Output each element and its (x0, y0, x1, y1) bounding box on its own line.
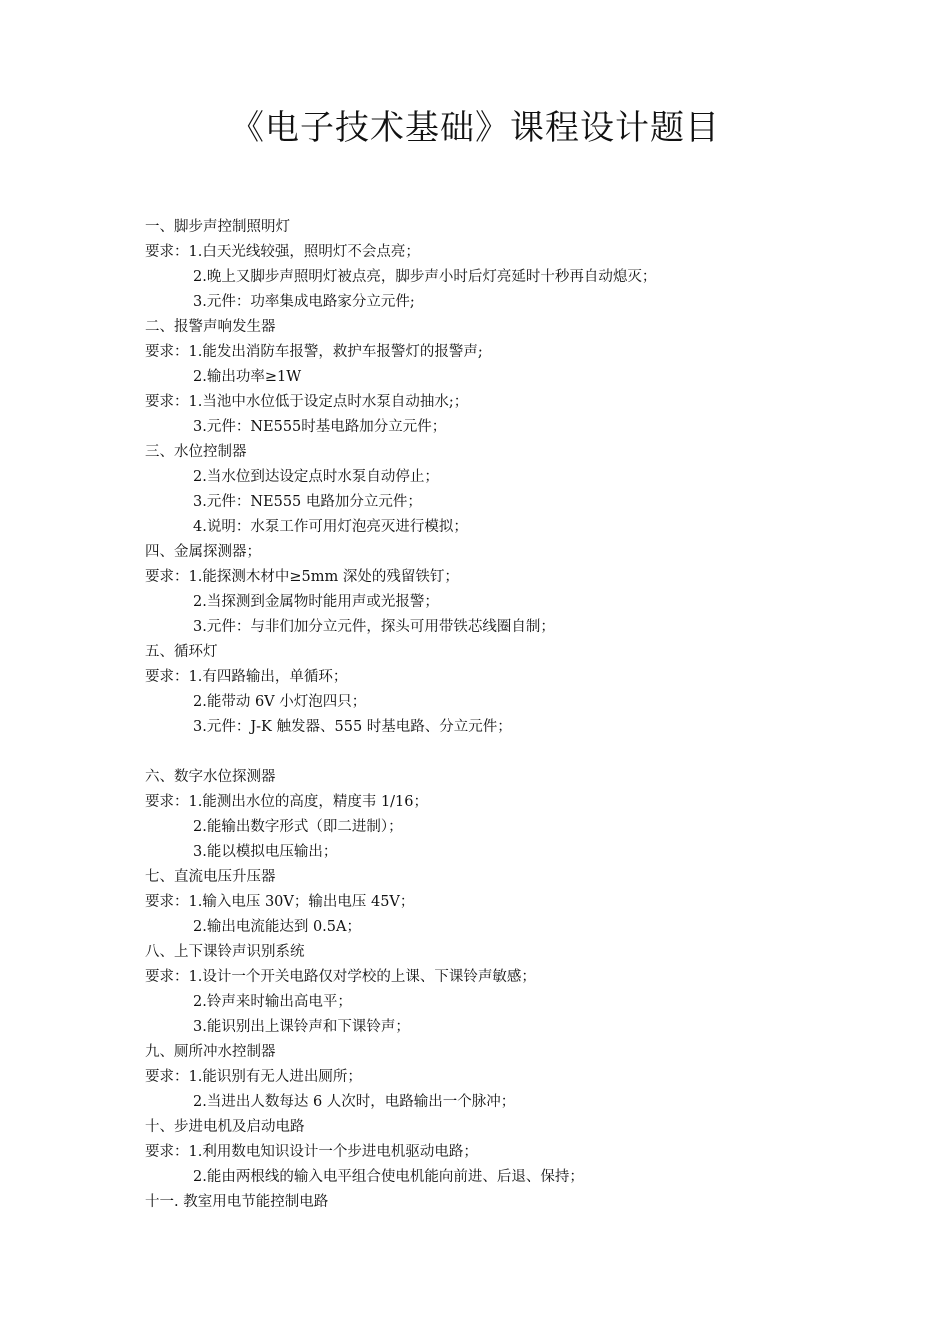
requirement-line: 要求：1.输入电压 30V；输出电压 45V； (145, 894, 415, 910)
requirement-line: 要求：1.设计一个开关电路仅对学校的上课、下课铃声敏感； (145, 969, 536, 985)
section-heading: 九、厕所冲水控制器 (145, 1044, 276, 1060)
section-heading: 八、上下课铃声识别系统 (145, 944, 305, 960)
requirement-line: 要求：1.能测出水位的高度，精度韦 1/16； (145, 794, 429, 810)
requirement-line: 要求：1.当池中水位低于设定点时水泵自动抽水;； (145, 394, 469, 410)
section-heading: 三、水位控制器 (145, 444, 247, 460)
section-heading: 七、直流电压升压器 (145, 869, 276, 885)
requirement-item: 3.能识别出上课铃声和下课铃声； (193, 1019, 410, 1035)
section-heading: 五、循环灯 (145, 644, 218, 660)
requirement-line: 要求：1.白天光线较强，照明灯不会点亮； (145, 244, 420, 260)
requirement-item: 3.元件：J-K 触发器、555 时基电路、分立元件； (193, 719, 512, 735)
requirement-item: 2.当水位到达设定点时水泵自动停止； (193, 469, 439, 485)
requirement-item: 2.能带动 6V 小灯泡四只； (193, 694, 367, 710)
section-heading: 一、脚步声控制照明灯 (145, 219, 290, 235)
requirement-item: 3.元件：功率集成电路家分立元件; (193, 294, 415, 310)
section-heading: 十、步进电机及启动电路 (145, 1119, 305, 1135)
requirement-item: 4.说明：水泵工作可用灯泡亮灭进行模拟； (193, 519, 468, 535)
section-heading: 四、金属探测器； (145, 544, 261, 560)
section-heading: 二、报警声响发生器 (145, 319, 276, 335)
requirement-item: 2.能由两根线的输入电平组合使电机能向前进、后退、保持； (193, 1169, 584, 1185)
requirement-item: 3.元件：NE555 电路加分立元件； (193, 494, 422, 510)
requirement-line: 要求：1.能识别有无人进出厕所； (145, 1069, 362, 1085)
requirement-item: 3.元件：NE555时基电路加分立元件； (193, 419, 447, 435)
blank-line (145, 740, 845, 765)
requirement-item: 2.当探测到金属物时能用声或光报警； (193, 594, 439, 610)
requirement-item: 3.元件：与非们加分立元件，探头可用带铁芯线圈自制； (193, 619, 555, 635)
requirement-item: 2.输出电流能达到 0.5A； (193, 919, 361, 935)
requirement-line: 要求：1.有四路输出，单循环； (145, 669, 348, 685)
requirement-item: 2.晚上又脚步声照明灯被点亮，脚步声小时后灯亮延时十秒再自动熄灭； (193, 269, 657, 285)
requirement-item: 2.输出功率≥1W (193, 369, 302, 385)
document-title: 《电子技术基础》课程设计题目 (230, 108, 720, 148)
requirement-line: 要求：1.利用数电知识设计一个步进电机驱动电路； (145, 1144, 478, 1160)
topic-list (145, 215, 845, 1215)
section-heading: 六、数字水位探测器 (145, 769, 276, 785)
requirement-line: 要求：1.能发出消防车报警，救护车报警灯的报警声; (145, 344, 483, 360)
requirement-item: 3.能以模拟电压输出； (193, 844, 338, 860)
requirement-item: 2.能输出数字形式（即二进制）； (193, 819, 403, 835)
requirement-item: 2.当进出人数每达 6 人次时，电路输出一个脉冲； (193, 1094, 516, 1110)
section-heading: 十一. 教室用电节能控制电路 (145, 1194, 329, 1210)
requirement-line: 要求：1.能探测木材中≥5mm 深处的残留铁钉； (145, 569, 459, 585)
requirement-item: 2.铃声来时输出高电平； (193, 994, 352, 1010)
